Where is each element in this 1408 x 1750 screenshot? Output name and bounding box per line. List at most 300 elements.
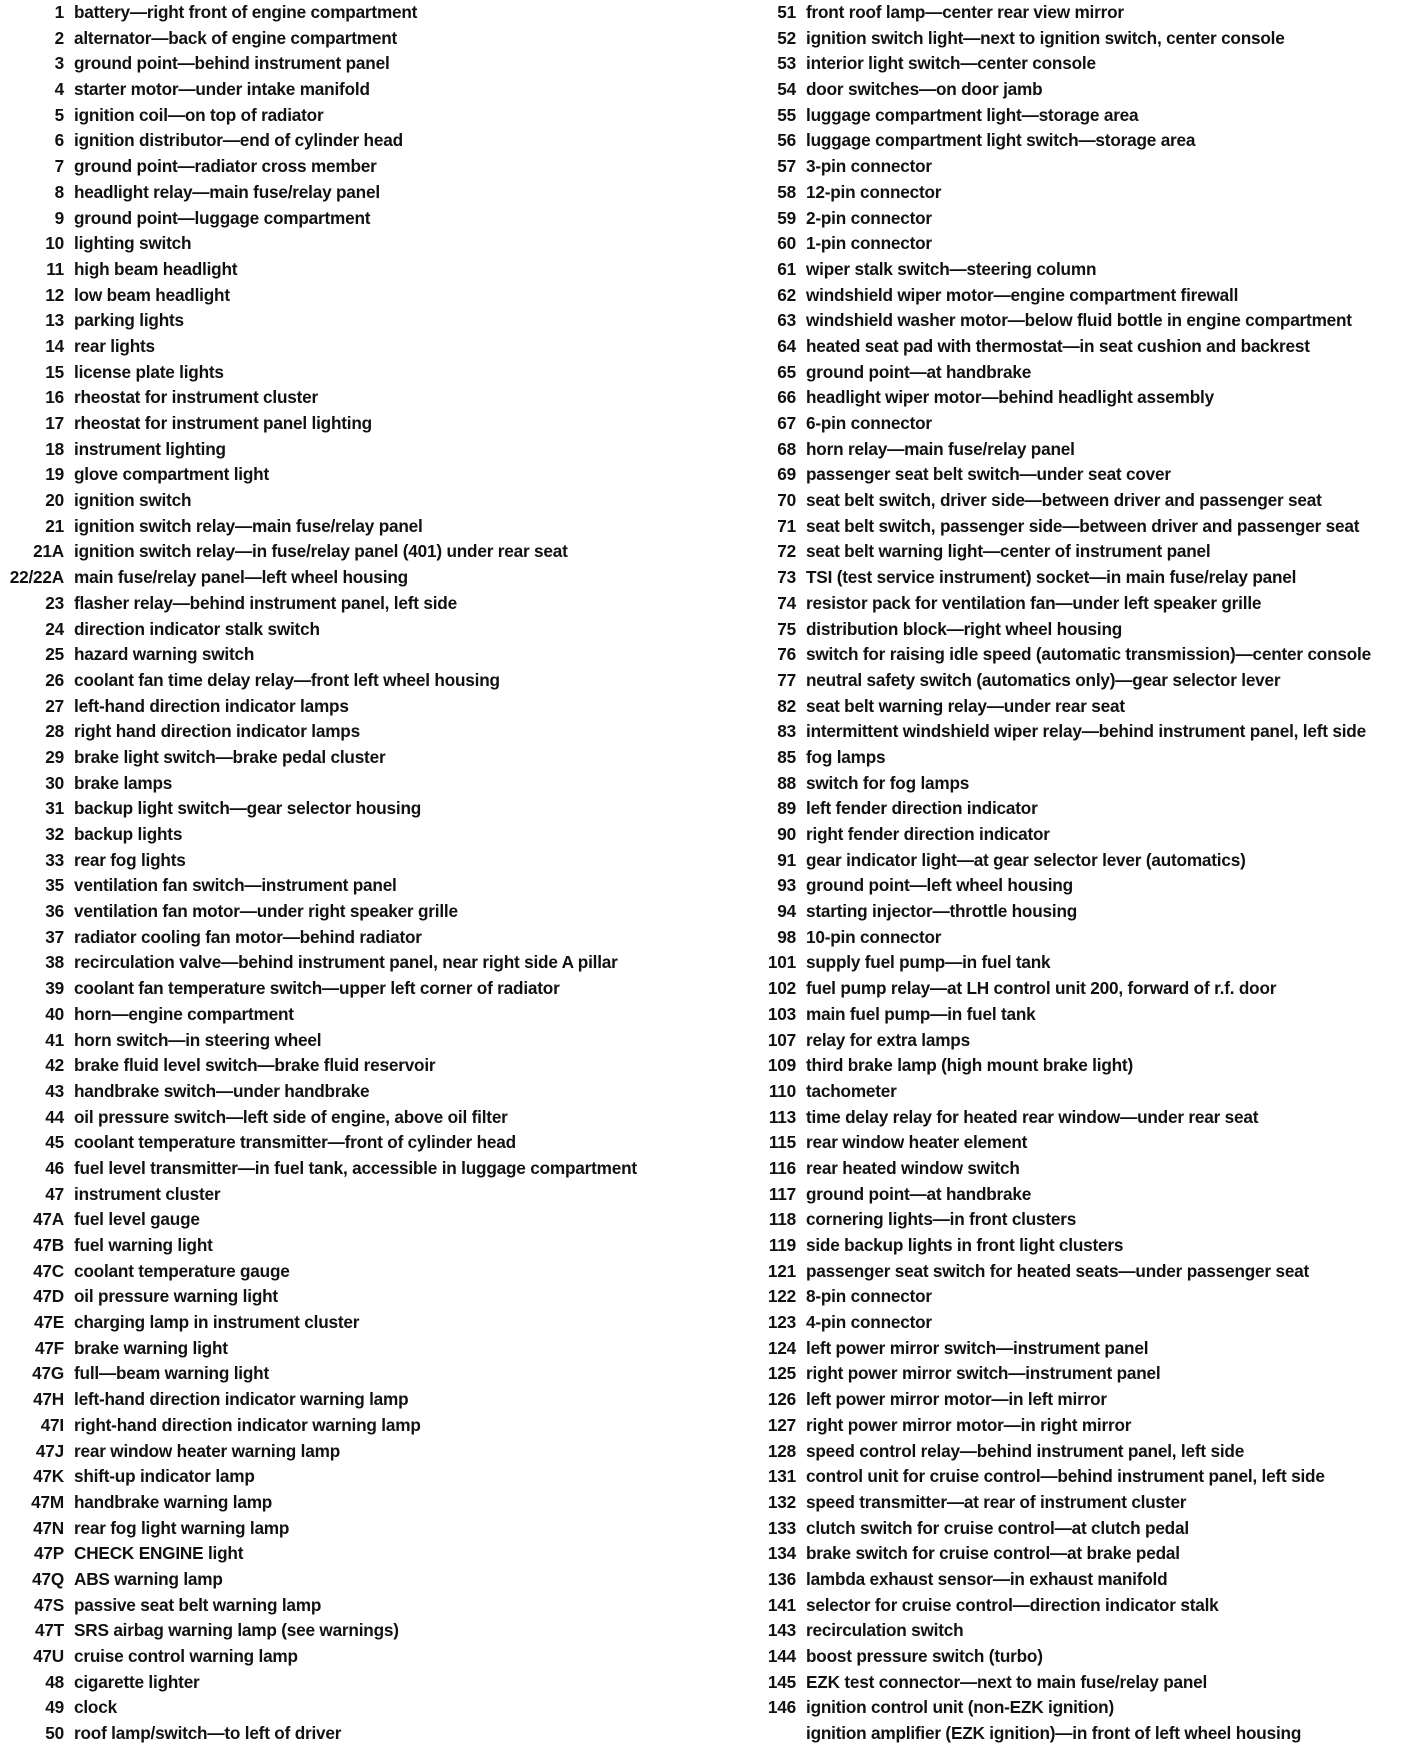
legend-item-description: coolant fan temperature switch—upper left corner of radiator [74, 978, 560, 999]
legend-item-description: 12-pin connector [806, 181, 942, 202]
legend-item-description: fog lamps [806, 746, 886, 767]
legend-item [740, 1721, 1408, 1747]
legend-item-description: third brake lamp (high mount brake light) [806, 1055, 1133, 1076]
legend-item-number: 74 [777, 592, 796, 613]
legend-item-number: 60 [777, 233, 796, 254]
legend-item [740, 668, 1408, 694]
legend-item [740, 642, 1408, 668]
legend-item-description: 10-pin connector [806, 926, 942, 947]
legend-item-number: 47T [34, 1620, 64, 1641]
legend-item-number: 17 [45, 413, 64, 433]
legend-item-number: 47K [33, 1466, 64, 1487]
legend-item-description: ventilation fan switch—instrument panel [74, 875, 397, 896]
legend-item-description: license plate lights [74, 361, 224, 382]
legend-item [740, 411, 1408, 437]
legend-item-number: 127 [767, 1414, 796, 1435]
legend-item-number: 126 [767, 1389, 796, 1410]
legend-item-number: 52 [777, 27, 796, 48]
legend-item-description: backup lights [74, 824, 183, 844]
legend-item [0, 385, 700, 411]
legend-item-description: left-hand direction indicator lamps [74, 695, 349, 716]
legend-item-number: 70 [777, 490, 796, 511]
legend-item-description: rear window heater element [806, 1132, 1028, 1153]
legend-item-description: low beam headlight [74, 284, 230, 305]
legend-item [0, 899, 700, 925]
legend-item [0, 1721, 700, 1747]
legend-item-description: coolant temperature transmitter—front of cylinder head [74, 1132, 516, 1153]
legend-item [0, 822, 700, 848]
legend-item-description: selector for cruise control—direction indicator stalk [806, 1594, 1219, 1615]
legend-item [740, 26, 1408, 52]
legend-item [740, 1387, 1408, 1413]
legend-item [740, 0, 1408, 26]
legend-item-number: 93 [777, 875, 796, 896]
legend-item-number: 45 [45, 1132, 64, 1153]
legend-item-number: 83 [777, 721, 796, 742]
legend-item-description: rear lights [74, 335, 155, 356]
legend-item-number: 10 [45, 233, 64, 254]
legend-item-description: right power mirror motor—in right mirror [806, 1414, 1132, 1435]
legend-item [740, 1028, 1408, 1054]
legend-item [740, 694, 1408, 720]
legend-item-description: ground point—behind instrument panel [74, 53, 390, 74]
legend-item-number: 14 [45, 335, 64, 356]
legend-item-description: ground point—left wheel housing [806, 875, 1073, 896]
legend-item [0, 1516, 700, 1542]
legend-item-number: 47J [35, 1440, 64, 1461]
legend-item-description: fuel pump relay—at LH control unit 200, forward of r.f. door [806, 978, 1277, 999]
legend-item-number: 117 [768, 1183, 796, 1204]
legend-item-description: door switches—on door jamb [806, 79, 1043, 100]
legend-item-number: 5 [54, 104, 64, 125]
legend-item-number: 91 [777, 849, 796, 870]
legend-item-description: ventilation fan motor—under right speaker grille [74, 901, 458, 922]
legend-item-description: horn relay—main fuse/relay panel [806, 438, 1075, 459]
legend-item [740, 1079, 1408, 1105]
legend-item-number: 143 [767, 1620, 796, 1641]
legend-item [740, 51, 1408, 77]
legend-item-description: brake switch for cruise control—at brake pedal [806, 1543, 1180, 1564]
legend-item-number: 103 [767, 1003, 796, 1024]
legend-item [0, 26, 700, 52]
legend-item [0, 1618, 700, 1644]
legend-item-number: 55 [777, 104, 796, 125]
legend-item-description: resistor pack for ventilation fan—under left speaker grille [806, 592, 1262, 613]
legend-item [740, 128, 1408, 154]
legend-item [0, 1207, 700, 1233]
legend-item-number: 68 [777, 438, 796, 459]
legend-item-description: fuel level gauge [74, 1209, 200, 1230]
legend-item-number: 77 [777, 669, 796, 690]
legend-item [740, 1695, 1408, 1721]
legend-item-number: 47S [34, 1594, 64, 1615]
legend-item [740, 1644, 1408, 1670]
legend-item [0, 488, 700, 514]
legend-item [740, 1541, 1408, 1567]
legend-item-description: ignition switch relay—in fuse/relay panel (401) under rear seat [74, 541, 568, 562]
legend-item-description: time delay relay for heated rear window—under rear seat [806, 1106, 1259, 1127]
legend-item-description: windshield wiper motor—engine compartment firewall [806, 284, 1239, 305]
legend-item-number: 47P [34, 1543, 64, 1564]
legend-item-description: left fender direction indicator [806, 798, 1038, 819]
legend-item-description: full—beam warning light [74, 1363, 269, 1384]
legend-item [740, 539, 1408, 565]
legend-item-description: horn switch—in steering wheel [74, 1029, 322, 1050]
legend-item-description: ignition switch relay—main fuse/relay panel [74, 515, 423, 536]
legend-item-description: oil pressure warning light [74, 1286, 278, 1307]
legend-item-number: 47N [33, 1517, 64, 1538]
legend-item-number: 47B [33, 1235, 64, 1255]
legend-item-description: passenger seat belt switch—under seat cover [806, 464, 1171, 485]
legend-item-description: seat belt warning light—center of instrument panel [806, 541, 1211, 562]
legend-item-description: rheostat for instrument cluster [74, 387, 319, 408]
legend-item-number: 42 [45, 1055, 64, 1076]
legend-item-description: 3-pin connector [806, 156, 932, 177]
legend-item-number: 21A [33, 541, 64, 562]
legend-item [740, 950, 1408, 976]
legend-item-description: radiator cooling fan motor—behind radiator [74, 926, 422, 947]
legend-item-number: 119 [768, 1235, 796, 1255]
legend-item [740, 1207, 1408, 1233]
legend-item-description: cruise control warning lamp [74, 1646, 298, 1666]
legend-item-number: 29 [45, 746, 64, 767]
legend-item [0, 1695, 700, 1721]
legend-item-description: distribution block—right wheel housing [806, 618, 1123, 639]
legend-item-description: main fuel pump—in fuel tank [806, 1003, 1036, 1024]
legend-item [740, 925, 1408, 951]
legend-item-description: parking lights [74, 310, 184, 331]
legend-item-description: recirculation valve—behind instrument panel, near right side A pillar [74, 952, 618, 973]
legend-item-description: seat belt warning relay—under rear seat [806, 695, 1125, 716]
legend-item-number: 23 [45, 592, 64, 613]
legend-item [740, 103, 1408, 129]
legend-item [740, 1284, 1408, 1310]
legend-item-number: 21 [45, 515, 64, 536]
legend-item [0, 180, 700, 206]
legend-item-number: 132 [767, 1491, 796, 1512]
legend-item [0, 257, 700, 283]
legend-item [0, 1593, 700, 1619]
legend-item [0, 154, 700, 180]
legend-item-number: 27 [45, 695, 64, 716]
legend-item [740, 1310, 1408, 1336]
legend-item [740, 257, 1408, 283]
legend-item [740, 1053, 1408, 1079]
legend-item-number: 71 [777, 515, 796, 536]
legend-item-number: 134 [767, 1543, 796, 1564]
legend-item-description: passive seat belt warning lamp [74, 1594, 322, 1615]
legend-item-description: battery—right front of engine compartment [74, 2, 418, 22]
legend-item-description: hazard warning switch [74, 644, 255, 665]
legend-item [740, 385, 1408, 411]
legend-item-description: coolant fan time delay relay—front left wheel housing [74, 669, 500, 690]
legend-item-number: 125 [767, 1363, 796, 1384]
legend-item-description: left power mirror motor—in left mirror [806, 1389, 1107, 1410]
legend-item-number: 47E [34, 1312, 64, 1333]
legend-item-number: 24 [45, 618, 64, 639]
legend-item [740, 488, 1408, 514]
legend-item-number: 82 [777, 695, 796, 716]
legend-item-number: 109 [767, 1055, 796, 1076]
legend-item-number: 69 [777, 464, 796, 485]
legend-item-number: 20 [45, 490, 64, 511]
legend-item [0, 848, 700, 874]
legend-item-description: left-hand direction indicator warning lamp [74, 1389, 409, 1410]
legend-item [0, 1464, 700, 1490]
legend-item [0, 617, 700, 643]
legend-item [0, 411, 700, 437]
legend-item-number: 102 [767, 978, 796, 999]
legend-item-number: 75 [777, 618, 796, 639]
legend-item-description: heated seat pad with thermostat—in seat cushion and backrest [806, 335, 1310, 356]
legend-item-description: shift-up indicator lamp [74, 1466, 255, 1487]
legend-item-number: 35 [45, 875, 64, 896]
legend-item-description: fuel level transmitter—in fuel tank, accessible in luggage compartment [74, 1157, 637, 1178]
legend-item-number: 47 [45, 1183, 64, 1204]
legend-item-number: 133 [767, 1517, 796, 1538]
legend-item-description: windshield washer motor—below fluid bottle in engine compartment [806, 310, 1352, 331]
legend-item-number: 12 [45, 284, 64, 305]
legend-item [0, 1002, 700, 1028]
legend-item-description: ignition switch [74, 490, 192, 511]
legend-item [740, 1593, 1408, 1619]
legend-item [0, 539, 700, 565]
legend-item-description: wiper stalk switch—steering column [806, 258, 1097, 279]
legend-item-description: ignition control unit (non-EZK ignition) [806, 1697, 1114, 1718]
legend-item-description: horn—engine compartment [74, 1003, 294, 1024]
legend-item-description: 2-pin connector [806, 207, 932, 228]
legend-item-description: high beam headlight [74, 258, 238, 279]
legend-item-description: glove compartment light [74, 464, 269, 485]
legend-item [740, 1464, 1408, 1490]
legend-item-number: 48 [45, 1671, 64, 1692]
legend-item-number: 36 [45, 901, 64, 922]
legend-item-description: right power mirror switch—instrument panel [806, 1363, 1161, 1384]
legend-item [740, 1361, 1408, 1387]
legend-item-number: 11 [46, 258, 64, 279]
legend-item-number: 39 [45, 978, 64, 999]
legend-item [0, 1053, 700, 1079]
legend-item [740, 180, 1408, 206]
legend-item-number: 62 [777, 284, 796, 305]
legend-item [740, 591, 1408, 617]
legend-item [0, 128, 700, 154]
legend-item [740, 1567, 1408, 1593]
legend-item-description: rheostat for instrument panel lighting [74, 413, 372, 433]
legend-item-description: switch for fog lamps [806, 772, 970, 793]
legend-item [0, 1336, 700, 1362]
legend-item [0, 1028, 700, 1054]
legend-item-description: rear heated window switch [806, 1157, 1020, 1178]
legend-item [0, 1541, 700, 1567]
legend-item-description: seat belt switch, passenger side—between driver and passenger seat [806, 515, 1360, 536]
legend-item [740, 1105, 1408, 1131]
legend-item [0, 231, 700, 257]
legend-item [740, 1439, 1408, 1465]
legend-item-number: 47H [33, 1389, 64, 1410]
legend-item-number: 50 [45, 1723, 64, 1744]
legend-item-number: 58 [777, 181, 796, 202]
legend-item-number: 40 [45, 1003, 64, 1024]
legend-item-description: rear fog lights [74, 849, 186, 870]
legend-item-number: 118 [768, 1209, 796, 1230]
legend-item-number: 72 [777, 541, 796, 562]
legend-item-number: 47D [33, 1286, 64, 1307]
legend-item-number: 30 [45, 772, 64, 793]
legend-item-description: rear fog light warning lamp [74, 1517, 290, 1538]
legend-item-description: ground point—at handbrake [806, 361, 1032, 382]
legend-item-number: 16 [45, 387, 64, 408]
legend-item-description: seat belt switch, driver side—between driver and passenger seat [806, 490, 1322, 511]
legend-item [740, 334, 1408, 360]
legend-item-description: neutral safety switch (automatics only)—gear selector lever [806, 669, 1281, 690]
legend-item-description: oil pressure switch—left side of engine, above oil filter [74, 1106, 508, 1127]
legend-item [0, 771, 700, 797]
legend-item-number: 53 [777, 53, 796, 74]
legend-item-description: handbrake warning lamp [74, 1491, 273, 1512]
legend-item-description: main fuse/relay panel—left wheel housing [74, 567, 408, 588]
legend-item-number: 47A [33, 1209, 64, 1230]
legend-item-number: 38 [45, 952, 64, 973]
legend-item [0, 283, 700, 309]
legend-item-description: charging lamp in instrument cluster [74, 1312, 360, 1333]
legend-item-number: 66 [777, 387, 796, 408]
legend-item-number: 47F [34, 1337, 64, 1358]
legend-item [0, 1670, 700, 1696]
legend-item-number: 6 [54, 130, 64, 151]
legend-item-number: 65 [777, 361, 796, 382]
legend-item-number: 47Q [32, 1568, 64, 1589]
legend-item [0, 873, 700, 899]
legend-item-number: 47G [32, 1363, 64, 1384]
legend-item-number: 26 [45, 669, 64, 690]
legend-item-description: instrument lighting [74, 438, 226, 459]
legend-item-description: alternator—back of engine compartment [74, 27, 398, 48]
legend-item-number: 49 [45, 1697, 64, 1718]
legend-item-number: 18 [45, 438, 64, 459]
legend-item [740, 976, 1408, 1002]
legend-item [0, 1105, 700, 1131]
legend-item [0, 796, 700, 822]
legend-item-number: 57 [777, 156, 796, 177]
legend-item [0, 1490, 700, 1516]
legend-item-description: brake light switch—brake pedal cluster [74, 746, 386, 767]
legend-item [740, 1413, 1408, 1439]
legend-item-description: ignition switch light—next to ignition switch, center console [806, 27, 1285, 48]
legend-item [740, 771, 1408, 797]
legend-item-number: 44 [45, 1106, 64, 1127]
legend-item-description: ignition coil—on top of radiator [74, 104, 324, 125]
legend-item-description: ABS warning lamp [74, 1568, 223, 1589]
legend-item [0, 0, 700, 26]
legend-item [740, 462, 1408, 488]
legend-item-description: CHECK ENGINE light [74, 1543, 244, 1564]
legend-item-description: gear indicator light—at gear selector lever (automatics) [806, 849, 1246, 870]
legend-item-number: 64 [777, 335, 796, 356]
legend-item [0, 1413, 700, 1439]
legend-item [0, 308, 700, 334]
legend-item-description: intermittent windshield wiper relay—behind instrument panel, left side [806, 721, 1366, 742]
legend-item-number: 59 [777, 207, 796, 228]
legend-item [740, 745, 1408, 771]
legend-item-number: 131 [767, 1466, 796, 1487]
legend-item-number: 90 [777, 824, 796, 844]
legend-item-number: 76 [777, 644, 796, 665]
legend-item [740, 437, 1408, 463]
legend-item [740, 796, 1408, 822]
legend-item-description: clock [74, 1697, 117, 1718]
legend-item-description: EZK test connector—next to main fuse/relay panel [806, 1671, 1208, 1692]
legend-item-number: 146 [767, 1697, 796, 1718]
legend-item [0, 1361, 700, 1387]
legend-item-number: 32 [45, 824, 64, 844]
legend-item-number: 43 [45, 1080, 64, 1101]
legend-item [0, 642, 700, 668]
legend-item [740, 308, 1408, 334]
legend-item [0, 719, 700, 745]
legend-item-description: ground point—at handbrake [806, 1183, 1032, 1204]
legend-item-number: 3 [54, 53, 64, 74]
legend-item-number: 88 [777, 772, 796, 793]
legend-item [740, 873, 1408, 899]
legend-item-number: 61 [777, 258, 796, 279]
legend-item [740, 1490, 1408, 1516]
legend-item-description: tachometer [806, 1080, 897, 1101]
legend-item-description: clutch switch for cruise control—at clutch pedal [806, 1517, 1189, 1538]
legend-item-number: 107 [767, 1029, 796, 1050]
legend-item-number: 33 [45, 849, 64, 870]
legend-item [0, 334, 700, 360]
legend-item-number: 136 [767, 1568, 796, 1589]
legend-item [0, 1259, 700, 1285]
legend-item-description: coolant temperature gauge [74, 1260, 290, 1281]
legend-item [740, 1002, 1408, 1028]
legend-item-description: side backup lights in front light clusters [806, 1235, 1124, 1255]
legend-item [0, 1644, 700, 1670]
legend-item-description: starting injector—throttle housing [806, 901, 1078, 922]
legend-item [740, 1618, 1408, 1644]
legend-item-description: TSI (test service instrument) socket—in main fuse/relay panel [806, 567, 1297, 588]
legend-item-number: 4 [54, 79, 64, 100]
legend-item-number: 41 [45, 1029, 64, 1050]
legend-item-description: 4-pin connector [806, 1312, 932, 1333]
legend-item-description: flasher relay—behind instrument panel, left side [74, 592, 457, 613]
legend-item-number: 110 [768, 1080, 796, 1101]
legend-item-number: 94 [777, 901, 796, 922]
legend-item-description: rear window heater warning lamp [74, 1440, 340, 1461]
legend-item [740, 283, 1408, 309]
legend-item-description: right-hand direction indicator warning lamp [74, 1414, 421, 1435]
legend-item-number: 98 [777, 926, 796, 947]
legend-item-description: cornering lights—in front clusters [806, 1209, 1077, 1230]
legend-item-description: right hand direction indicator lamps [74, 721, 360, 742]
legend-item-description: luggage compartment light switch—storage area [806, 130, 1196, 151]
legend-item-description: headlight wiper motor—behind headlight assembly [806, 387, 1214, 408]
legend-item [0, 950, 700, 976]
legend-item [0, 1567, 700, 1593]
legend-item-description: passenger seat switch for heated seats—under passenger seat [806, 1260, 1310, 1281]
legend-item [0, 1387, 700, 1413]
legend-item-description: relay for extra lamps [806, 1029, 970, 1050]
legend-item-number: 115 [768, 1132, 796, 1153]
legend-item [740, 899, 1408, 925]
legend-item-description: starter motor—under intake manifold [74, 79, 370, 100]
legend-item-description: lighting switch [74, 233, 192, 254]
legend-item-number: 116 [768, 1157, 796, 1178]
legend-item-description: switch for raising idle speed (automatic transmission)—center console [806, 644, 1371, 665]
legend-item [740, 848, 1408, 874]
legend-item-number: 22/22A [9, 567, 64, 588]
